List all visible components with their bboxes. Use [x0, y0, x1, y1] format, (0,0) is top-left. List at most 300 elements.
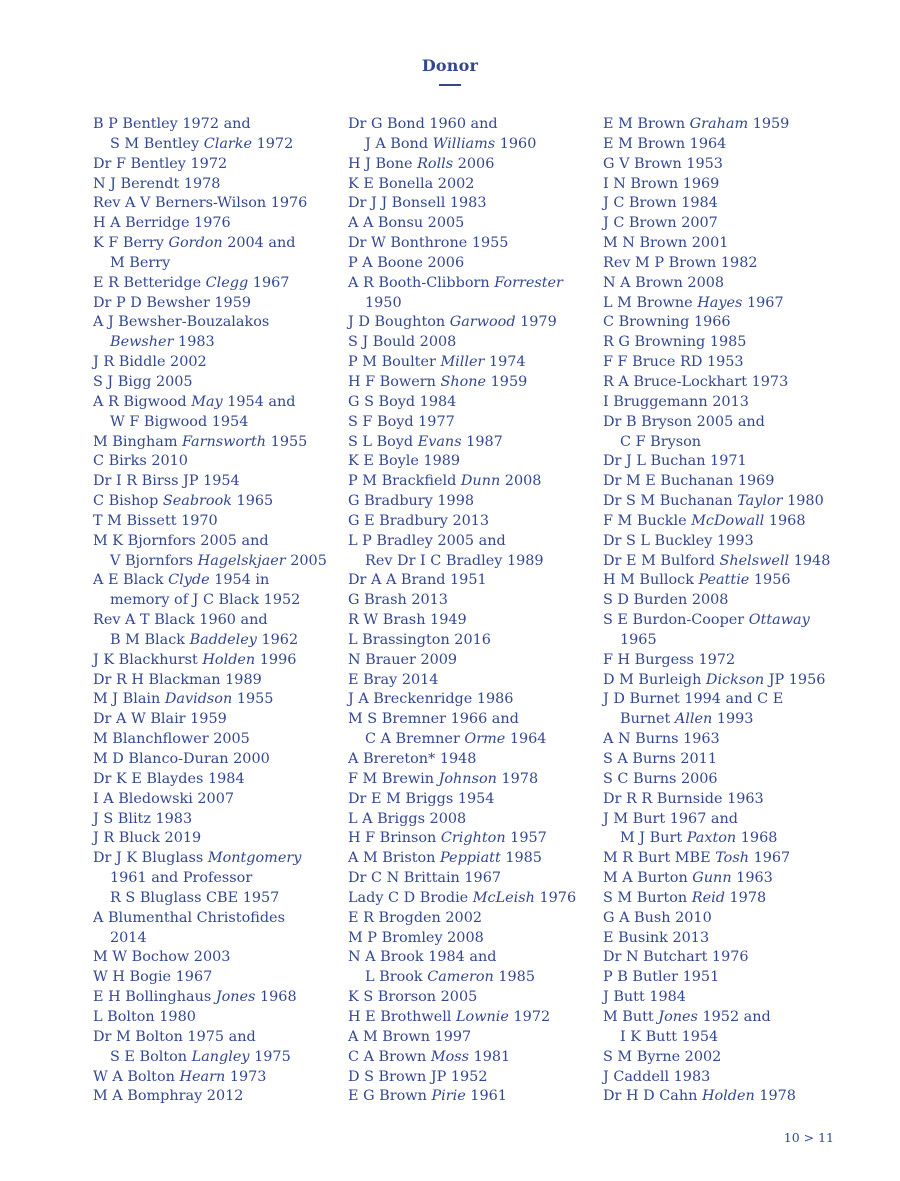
donor-entry-line: Rev A V Berners-Wilson 1976: [93, 195, 308, 212]
donor-entry: [348, 433, 598, 453]
donor-entry-line: K E Boyle 1989: [348, 453, 461, 470]
donor-entry-line: N J Berendt 1978: [93, 175, 221, 192]
donor-column-1: [93, 115, 343, 1107]
donor-entry: [348, 532, 598, 572]
donor-entry: [603, 214, 853, 234]
donor-column-2: [348, 115, 598, 1107]
donor-entry: [93, 1028, 343, 1068]
donor-entry-line: P M Boulter Miller 1974: [348, 354, 526, 371]
donor-entry: [603, 869, 853, 889]
maiden-name: Jones: [215, 989, 256, 1006]
maiden-name: Peattie: [698, 572, 750, 589]
donor-entry: [603, 294, 853, 314]
donor-entry: [348, 948, 598, 988]
donor-entry-line: J Butt 1984: [603, 989, 686, 1006]
donor-entry: [93, 373, 343, 393]
donor-entry-line: Dr S L Buckley 1993: [603, 532, 754, 549]
maiden-name: Ottaway: [748, 612, 810, 629]
donor-entry-line: D M Burleigh Dickson JP 1956: [603, 671, 826, 688]
donor-entry-line: M A Bomphray 2012: [93, 1088, 244, 1105]
maiden-name: Graham: [689, 116, 749, 132]
donor-entry-continuation: I K Butt 1954: [620, 1028, 719, 1045]
donor-entry-line: L P Bradley 2005 and: [348, 532, 506, 549]
maiden-name: Pirie: [431, 1088, 466, 1105]
maiden-name: Orme: [464, 731, 506, 748]
donor-entry-continuation: Burnet Allen 1993: [620, 711, 754, 728]
maiden-name: Dunn: [460, 473, 501, 490]
donor-entry-continuation: R S Bluglass CBE 1957: [110, 889, 280, 906]
donor-entry: [348, 1048, 598, 1068]
donor-entry: [603, 373, 853, 393]
donor-entry-line: Dr B Bryson 2005 and: [603, 413, 765, 430]
donor-entry: [603, 611, 853, 651]
donor-entry: [93, 1008, 343, 1028]
donor-entry: [348, 631, 598, 651]
donor-entry-line: M R Burt MBE Tosh 1967: [603, 850, 791, 867]
donor-entry: [348, 710, 598, 750]
donor-entry: [603, 135, 853, 155]
donor-entry: [348, 274, 598, 314]
donor-entry: [93, 155, 343, 175]
donor-entry: [603, 472, 853, 492]
donor-column-3: [603, 115, 853, 1107]
donor-entry-line: G Bradbury 1998: [348, 493, 475, 510]
donor-entry: [348, 413, 598, 433]
donor-entry-line: M J Blain Davidson 1955: [93, 691, 274, 708]
donor-entry-line: H A Berridge 1976: [93, 215, 231, 232]
donor-entry-line: E M Brown 1964: [603, 135, 727, 152]
donor-entry: [348, 829, 598, 849]
donor-entry-line: G A Bush 2010: [603, 909, 712, 926]
donor-entry-line: C Browning 1966: [603, 314, 731, 331]
maiden-name: Moss: [430, 1048, 470, 1065]
donor-entry-line: A R Bigwood May 1954 and: [93, 393, 296, 410]
donor-entry-line: S M Byrne 2002: [603, 1048, 722, 1065]
donor-entry-continuation: J A Bond Williams 1960: [365, 135, 537, 152]
maiden-name: Gordon: [168, 235, 223, 252]
donor-entry-line: M K Bjornfors 2005 and: [93, 532, 269, 549]
donor-entry-line: Dr E M Briggs 1954: [348, 790, 495, 807]
donor-entry: [603, 968, 853, 988]
donor-entry: [603, 1048, 853, 1068]
donor-entry: [603, 790, 853, 810]
donor-entry-line: H F Bowern Shone 1959: [348, 373, 528, 390]
donor-entry: [348, 571, 598, 591]
maiden-name: Holden: [202, 651, 256, 668]
donor-entry-line: S C Burns 2006: [603, 770, 718, 787]
donor-entry: [348, 393, 598, 413]
donor-entry-line: L Bolton 1980: [93, 1008, 196, 1025]
donor-entry: [348, 929, 598, 949]
donor-entry-line: S D Burden 2008: [603, 592, 729, 609]
donor-entry-line: J C Brown 1984: [603, 195, 718, 212]
maiden-name: Jones: [658, 1008, 698, 1025]
donor-entry: [348, 1068, 598, 1088]
page-number: 10 > 11: [783, 1130, 834, 1145]
maiden-name: McLeish: [472, 889, 535, 906]
donor-entry-line: W H Bogie 1967: [93, 969, 213, 986]
donor-entry: [93, 671, 343, 691]
donor-entry-continuation: Bewsher 1983: [110, 334, 215, 351]
donor-entry-line: Dr K E Blaydes 1984: [93, 770, 245, 787]
donor-entry: [603, 393, 853, 413]
donor-entry: [348, 790, 598, 810]
donor-entry-line: Dr R H Blackman 1989: [93, 671, 262, 688]
donor-entry: [348, 472, 598, 492]
donor-entry: [603, 413, 853, 453]
donor-entry: [93, 571, 343, 611]
maiden-name: Reid: [691, 889, 725, 906]
donor-entry-line: Dr J K Bluglass Montgomery: [93, 850, 302, 867]
donor-entry: [603, 591, 853, 611]
donor-entry-line: J D Burnet 1994 and C E: [603, 691, 784, 708]
donor-entry: [348, 988, 598, 1008]
donor-entry-line: A R Booth-Clibborn Forrester: [348, 274, 563, 291]
donor-entry-line: A N Burns 1963: [603, 731, 720, 748]
donor-entry-line: E H Bollinghaus Jones 1968: [93, 989, 297, 1006]
donor-entry: [603, 532, 853, 552]
donor-entry: [93, 948, 343, 968]
donor-entry-line: C A Brown Moss 1981: [348, 1048, 511, 1065]
donor-entry-line: M S Bremner 1966 and: [348, 711, 519, 728]
donor-entry-line: Rev A T Black 1960 and: [93, 612, 268, 629]
donor-entry-line: J S Blitz 1983: [93, 810, 193, 827]
maiden-name: Seabrook: [162, 493, 232, 510]
maiden-name: Garwood: [449, 314, 516, 331]
donor-entry: [603, 988, 853, 1008]
donor-entry: [348, 611, 598, 631]
donor-entry-line: S J Bigg 2005: [93, 373, 193, 390]
donor-entry-line: Lady C D Brodie McLeish 1976: [348, 889, 577, 906]
donor-entry-line: Dr R R Burnside 1963: [603, 790, 764, 807]
maiden-name: Johnson: [438, 770, 497, 787]
donor-entry: [603, 571, 853, 591]
donor-entry-line: H E Brothwell Lownie 1972: [348, 1008, 551, 1025]
donor-entry: [93, 175, 343, 195]
donor-entry-line: Dr M E Buchanan 1969: [603, 473, 775, 490]
donor-entry-line: J C Brown 2007: [603, 215, 718, 232]
donor-entry: [348, 333, 598, 353]
donor-entry: [603, 849, 853, 869]
donor-entry-line: M Bingham Farnsworth 1955: [93, 433, 308, 450]
donor-entry-continuation: Rev Dr I C Bradley 1989: [365, 552, 544, 569]
donor-entry-line: P M Brackfield Dunn 2008: [348, 473, 542, 490]
donor-entry-line: M P Bromley 2008: [348, 929, 484, 946]
donor-entry-line: P A Boone 2006: [348, 254, 465, 271]
donor-entry-line: N Brauer 2009: [348, 651, 458, 668]
donor-entry-line: E M Brown Graham 1959: [603, 116, 790, 132]
donor-entry-line: R W Brash 1949: [348, 612, 467, 629]
donor-entry: [348, 889, 598, 909]
maiden-name: McDowall: [691, 512, 765, 529]
donor-entry: [603, 313, 853, 333]
donor-entry-line: L A Briggs 2008: [348, 810, 467, 827]
maiden-name: Baddeley: [189, 631, 257, 648]
donor-entry: [93, 294, 343, 314]
donor-entry-line: I N Brown 1969: [603, 175, 720, 192]
donor-entry-continuation: W F Bigwood 1954: [110, 413, 249, 430]
donor-entry: [603, 512, 853, 532]
donor-entry: [93, 770, 343, 790]
donor-entry-line: J R Biddle 2002: [93, 354, 207, 371]
donor-entry: [348, 909, 598, 929]
donor-entry: [348, 512, 598, 532]
donor-entry: [93, 353, 343, 373]
donor-entry-line: Dr J L Buchan 1971: [603, 453, 747, 470]
donor-entry: [348, 750, 598, 770]
donor-entry: [603, 929, 853, 949]
donor-entry: [93, 512, 343, 532]
donor-entry-line: F F Bruce RD 1953: [603, 354, 744, 371]
donor-entry-line: T M Bissett 1970: [93, 512, 218, 529]
donor-entry-line: F M Buckle McDowall 1968: [603, 512, 806, 529]
donor-entry-line: J Caddell 1983: [603, 1068, 711, 1085]
donor-entry: [603, 155, 853, 175]
donor-entry: [93, 115, 343, 155]
donor-entry-line: E Busink 2013: [603, 929, 710, 946]
donor-entry-line: G V Brown 1953: [603, 155, 723, 172]
donor-entry: [93, 690, 343, 710]
donor-entry: [603, 909, 853, 929]
donor-entry: [93, 452, 343, 472]
maiden-name: Dickson: [705, 671, 765, 688]
donor-entry: [603, 1068, 853, 1088]
donor-entry-line: Dr N Butchart 1976: [603, 949, 749, 966]
donor-entry-line: A M Briston Peppiatt 1985: [348, 850, 542, 867]
donor-entry: [603, 333, 853, 353]
donor-entry-line: Dr F Bentley 1972: [93, 155, 228, 172]
donor-entry-line: S M Burton Reid 1978: [603, 889, 767, 906]
donor-entry-line: Dr W Bonthrone 1955: [348, 235, 509, 252]
maiden-name: Rolls: [417, 155, 454, 172]
donor-entry: [348, 452, 598, 472]
donor-entry: [603, 1087, 853, 1107]
donor-entry: [603, 948, 853, 968]
donor-entry: [93, 1068, 343, 1088]
donor-entry: [603, 671, 853, 691]
donor-entry-continuation: 1950: [365, 294, 402, 311]
donor-entry-line: Dr A A Brand 1951: [348, 572, 487, 589]
donor-entry-line: N A Brown 2008: [603, 274, 725, 291]
donor-entry-line: Rev M P Brown 1982: [603, 254, 758, 271]
donor-entry-continuation: 1961 and Professor: [110, 870, 253, 887]
donor-entry-continuation: C A Bremner Orme 1964: [365, 731, 547, 748]
maiden-name: Forrester: [494, 274, 563, 291]
donor-entry: [93, 849, 343, 909]
donor-entry: [603, 452, 853, 472]
donor-entry-line: W A Bolton Hearn 1973: [93, 1068, 267, 1085]
maiden-name: Shelswell: [719, 552, 790, 569]
donor-entry: [348, 155, 598, 175]
donor-entry: [93, 194, 343, 214]
donor-entry: [603, 889, 853, 909]
donor-entry-line: M D Blanco-Duran 2000: [93, 751, 270, 767]
donor-entry-continuation: S E Bolton Langley 1975: [110, 1048, 291, 1065]
donor-entry: [348, 1087, 598, 1107]
donor-entry-line: M A Burton Gunn 1963: [603, 870, 773, 887]
maiden-name: Hearn: [179, 1068, 226, 1085]
donor-entry: [348, 492, 598, 512]
donor-entry: [348, 770, 598, 790]
donor-entry-line: S F Boyd 1977: [348, 413, 455, 430]
donor-entry-continuation: V Bjornfors Hagelskjaer 2005: [110, 552, 327, 569]
donor-entry-continuation: 2014: [110, 929, 147, 946]
donor-entry-line: J A Breckenridge 1986: [348, 691, 514, 708]
donor-entry-line: A Brereton* 1948: [348, 751, 477, 767]
donor-entry-line: A A Bonsu 2005: [348, 215, 465, 232]
maiden-name: Miller: [440, 354, 485, 371]
donor-entry-line: J R Bluck 2019: [93, 830, 202, 847]
donor-entry: [348, 690, 598, 710]
donor-entry-line: R A Bruce-Lockhart 1973: [603, 373, 789, 390]
donor-entry-line: G S Boyd 1984: [348, 393, 457, 410]
donor-entry: [603, 552, 853, 572]
maiden-name: Evans: [417, 433, 462, 450]
donor-entry: [93, 988, 343, 1008]
donor-entry: [603, 492, 853, 512]
donor-entry: [348, 214, 598, 234]
donor-entry-line: S A Burns 2011: [603, 751, 717, 767]
donor-entry: [93, 532, 343, 572]
donor-entry: [348, 254, 598, 274]
donor-entry-line: Dr H D Cahn Holden 1978: [603, 1088, 796, 1105]
donor-entry-line: R G Browning 1985: [603, 334, 747, 351]
donor-entry: [603, 750, 853, 770]
donor-entry-line: C Bishop Seabrook 1965: [93, 493, 274, 510]
donor-entry-line: Dr S M Buchanan Taylor 1980: [603, 493, 824, 510]
donor-entry: [93, 274, 343, 294]
donor-entry-line: M W Bochow 2003: [93, 949, 231, 966]
donor-entry-line: B P Bentley 1972 and: [93, 116, 251, 132]
donor-entry: [93, 750, 343, 770]
donor-entry-line: J K Blackhurst Holden 1996: [93, 651, 297, 668]
donor-entry: [603, 254, 853, 274]
maiden-name: May: [191, 393, 223, 410]
donor-entry-line: K F Berry Gordon 2004 and: [93, 235, 296, 252]
donor-entry: [93, 393, 343, 433]
donor-entry: [603, 810, 853, 850]
donor-entry: [603, 353, 853, 373]
title-underline: [439, 84, 461, 86]
maiden-name: Clarke: [203, 135, 253, 152]
donor-entry-line: P B Butler 1951: [603, 969, 720, 986]
maiden-name: Hagelskjaer: [197, 552, 286, 569]
donor-entry-line: F M Brewin Johnson 1978: [348, 770, 539, 787]
donor-entry-line: S E Burdon-Cooper Ottaway: [603, 612, 810, 629]
donor-entry-line: C Birks 2010: [93, 453, 188, 470]
donor-entry: [93, 234, 343, 274]
donor-entry-line: J M Burt 1967 and: [603, 810, 738, 827]
maiden-name: Williams: [432, 135, 496, 152]
donor-entry: [603, 274, 853, 294]
donor-entry: [93, 730, 343, 750]
donor-entry: [603, 115, 853, 135]
donor-entry: [93, 790, 343, 810]
donor-entry-line: D S Brown JP 1952: [348, 1068, 488, 1085]
maiden-name: Holden: [701, 1088, 755, 1105]
donor-entry-line: Dr C N Brittain 1967: [348, 870, 502, 887]
maiden-name: Crighton: [440, 830, 506, 847]
donor-entry-line: K E Bonella 2002: [348, 175, 475, 192]
donor-entry-line: H M Bullock Peattie 1956: [603, 572, 791, 589]
donor-entry: [348, 353, 598, 373]
maiden-name: Lownie: [456, 1008, 509, 1025]
donor-entry-line: Dr A W Blair 1959: [93, 711, 227, 728]
donor-entry: [348, 373, 598, 393]
donor-entry-line: E R Brogden 2002: [348, 909, 483, 926]
donor-entry: [93, 1087, 343, 1107]
donor-entry: [348, 175, 598, 195]
maiden-name: Allen: [674, 711, 713, 728]
maiden-name: Clegg: [205, 274, 249, 291]
maiden-name: Gunn: [692, 870, 732, 887]
page-title: Donor: [421, 56, 479, 75]
donor-entry: [603, 175, 853, 195]
donor-entry: [348, 869, 598, 889]
donor-entry: [348, 234, 598, 254]
donor-entry-line: L Brassington 2016: [348, 631, 491, 648]
donor-entry-line: Dr M Bolton 1975 and: [93, 1028, 256, 1045]
donor-entry: [93, 492, 343, 512]
donor-entry: [93, 810, 343, 830]
maiden-name: Cameron: [427, 969, 494, 986]
donor-entry: [348, 849, 598, 869]
donor-entry: [348, 1008, 598, 1028]
maiden-name: Langley: [191, 1048, 250, 1065]
donor-entry: [93, 433, 343, 453]
donor-entry: [348, 651, 598, 671]
donor-entry-line: S L Boyd Evans 1987: [348, 433, 503, 450]
donor-entry-line: K S Brorson 2005: [348, 989, 478, 1006]
maiden-name: Hayes: [697, 294, 743, 311]
donor-entry: [603, 730, 853, 750]
donor-entry-continuation: M Berry: [110, 254, 171, 271]
donor-entry-line: E R Betteridge Clegg 1967: [93, 274, 290, 291]
maiden-name: Bewsher: [110, 334, 174, 351]
donor-entry-line: Dr I R Birss JP 1954: [93, 473, 240, 490]
donor-entry: [348, 591, 598, 611]
donor-entry-line: F H Burgess 1972: [603, 651, 736, 668]
maiden-name: Clyde: [168, 572, 210, 589]
donor-entry-continuation: M J Burt Paxton 1968: [620, 830, 778, 847]
donor-entry-continuation: B M Black Baddeley 1962: [110, 631, 299, 648]
donor-entry: [603, 651, 853, 671]
maiden-name: Shone: [440, 373, 487, 390]
donor-entry-line: Dr P D Bewsher 1959: [93, 294, 252, 311]
maiden-name: Peppiatt: [440, 850, 501, 867]
donor-entry-continuation: C F Bryson: [620, 433, 702, 450]
donor-entry-line: I A Bledowski 2007: [93, 790, 235, 807]
donor-entry: [93, 611, 343, 651]
donor-entry-line: E G Brown Pirie 1961: [348, 1088, 507, 1105]
donor-entry: [93, 214, 343, 234]
donor-entry-continuation: L Brook Cameron 1985: [365, 969, 535, 986]
donor-entry-line: A E Black Clyde 1954 in: [93, 572, 270, 589]
donor-entry-line: H J Bone Rolls 2006: [348, 155, 495, 172]
donor-entry-line: Dr J J Bonsell 1983: [348, 195, 487, 212]
donor-entry: [603, 770, 853, 790]
donor-entry: [348, 1028, 598, 1048]
donor-entry-line: N A Brook 1984 and: [348, 949, 497, 966]
maiden-name: Davidson: [164, 691, 233, 708]
maiden-name: Montgomery: [207, 850, 302, 867]
donor-entry-line: M Butt Jones 1952 and: [603, 1008, 771, 1025]
donor-entry-line: M N Brown 2001: [603, 235, 729, 252]
donor-entry-continuation: 1965: [620, 631, 657, 648]
maiden-name: Taylor: [737, 493, 783, 510]
donor-entry: [348, 671, 598, 691]
donor-entry: [93, 968, 343, 988]
